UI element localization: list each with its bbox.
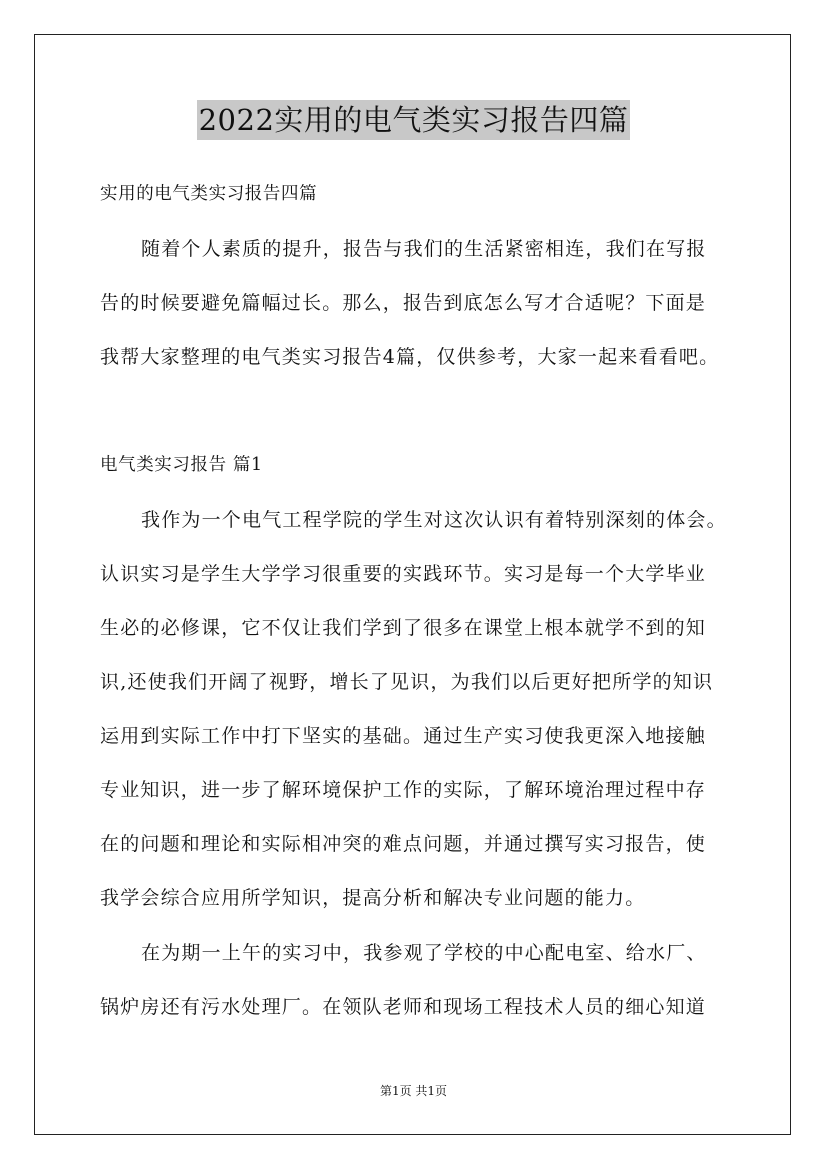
intro-line-1: 随着个人素质的提升，报告与我们的生活紧密相连，我们在写报 bbox=[141, 238, 707, 260]
paragraph1-line-1: 我作为一个电气工程学院的学生对这次认识有着特别深刻的体会。 bbox=[141, 509, 727, 531]
paragraph1-line-7: 在的问题和理论和实际相冲突的难点问题，并通过撰写实习报告，使 bbox=[100, 833, 707, 855]
paragraph1-line-6: 专业知识，进一步了解环境保护工作的实际，了解环境治理过程中存 bbox=[100, 779, 707, 801]
paragraph1-line-8: 我学会综合应用所学知识，提高分析和解决专业问题的能力。 bbox=[100, 887, 646, 909]
paragraph2-line-1: 在为期一上午的实习中，我参观了学校的中心配电室、给水厂、 bbox=[141, 942, 707, 964]
paragraph1-line-4: 识,还使我们开阔了视野，增长了见识，为我们以后更好把所学的知识 bbox=[100, 671, 714, 693]
title-container bbox=[0, 100, 827, 140]
paragraph1-line-2: 认识实习是学生大学学习很重要的实践环节。实习是每一个大学毕业 bbox=[100, 563, 707, 585]
section-heading: 电气类实习报告 篇1 bbox=[100, 455, 263, 475]
paragraph1-line-3: 生必的必修课，它不仅让我们学到了很多在课堂上根本就学不到的知 bbox=[100, 617, 707, 639]
paragraph1-line-5: 运用到实际工作中打下坚实的基础。通过生产实习使我更深入地接触 bbox=[100, 725, 707, 747]
intro-line-3: 我帮大家整理的电气类实习报告4篇，仅供参考，大家一起来看看吧。 bbox=[100, 346, 720, 368]
page-footer: 第1页 共1页 bbox=[379, 1084, 448, 1098]
document-subtitle: 实用的电气类实习报告四篇 bbox=[100, 184, 318, 204]
paragraph2-line-2: 锅炉房还有污水处理厂。在领队老师和现场工程技术人员的细心知道 bbox=[100, 996, 707, 1018]
document-title: 2022实用的电气类实习报告四篇 bbox=[197, 100, 631, 140]
intro-line-2: 告的时候要避免篇幅过长。那么，报告到底怎么写才合适呢？下面是 bbox=[100, 292, 707, 314]
